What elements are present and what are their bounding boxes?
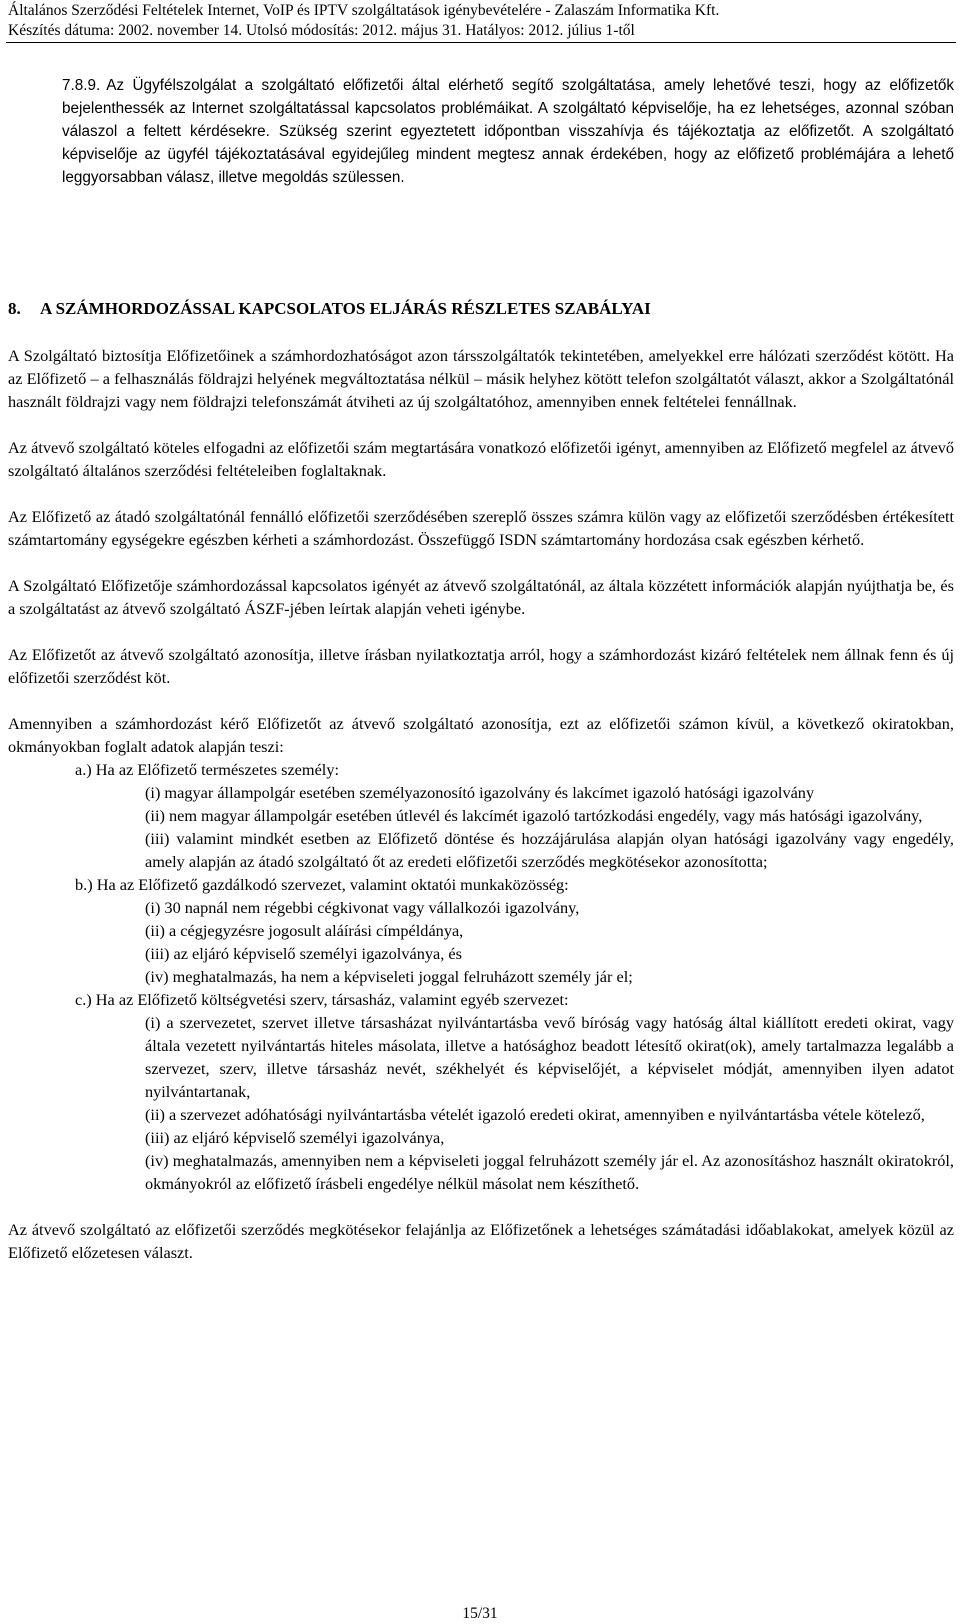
list-item: (iii) az eljáró képviselő személyi igazolványa, és	[145, 944, 462, 963]
paragraph: Az átvevő szolgáltató az előfizetői szerződés megkötésekor felajánlja az Előfizetőnek a lehetséges számátadási időablakokat, amelyek közül az Előfizető előzetesen választ.	[8, 1220, 954, 1262]
paragraph: A Szolgáltató biztosítja Előfizetőinek a számhordozhatóságot azon társszolgáltatók tekintetében, amelyekkel erre hálózati szerződést kötött. Ha az Előfizető – a felhasználás földrajzi helyének megváltoztatása nélkül – másik helyhez kötött telefon szolgáltatót választ, akkor a Szolgáltatónál használt földrajzi vagy nem földrajzi telefonszámát átviheti az új szolgáltatóhoz, amennyiben ennek feltételei fennállnak.	[8, 346, 954, 411]
list-item: (i) magyar állampolgár esetében személyazonosító igazolvány és lakcímet igazoló hatósági igazolvány	[145, 783, 815, 802]
list-group-label: a.) Ha az Előfizető természetes személy:	[75, 760, 339, 779]
section-8-heading	[8, 298, 651, 320]
list-item: (iii) az eljáró képviselő személyi igazolványa,	[145, 1128, 445, 1147]
section-title: A SZÁMHORDOZÁSSAL KAPCSOLATOS ELJÁRÁS RÉSZLETES SZABÁLYAI	[40, 299, 651, 318]
header-title: Általános Szerződési Feltételek Internet, VoIP és IPTV szolgáltatások igénybevételére - Zalaszám Informatika Kft.	[8, 2, 720, 19]
header-dates: Készítés dátuma: 2002. november 14. Utolsó módosítás: 2012. május 31. Hatályos: 2012. július 1-től	[8, 22, 635, 39]
section-7-8-9	[62, 74, 954, 189]
list-group-label: b.) Ha az Előfizető gazdálkodó szervezet, valamint oktatói munkaközösség:	[75, 875, 569, 894]
page-number: 15/31	[462, 1605, 498, 1622]
list-item: (ii) a cégjegyzésre jogosult aláírási címpéldánya,	[145, 921, 464, 940]
list-item: (iv) meghatalmazás, ha nem a képviseleti joggal felruházott személy jár el;	[145, 967, 633, 986]
section-number: 8.	[8, 299, 21, 318]
list-item: (ii) nem magyar állampolgár esetében útlevél és lakcímét igazoló tartózkodási engedély, vagy más hatósági igazolvány,	[145, 806, 923, 825]
list-item: (i) a szervezetet, szervet illetve társasházat nyilvántartásba vevő bíróság vagy hatóság által kiállított eredeti okirat, vagy általa vezetett nyilvántartás hiteles másolata, illetve a hatósághoz beadott létesítő okirat(ok), amely tartalmazza legalább a szervezet, szerv, illetve társasház nevét, székhelyét és képviselőjét, a képviselet módját, amennyiben ilyen adatot nyilvántartanak,	[145, 1013, 954, 1101]
paragraph: Az átvevő szolgáltató köteles elfogadni az előfizetői szám megtartására vonatkozó előfizetői igényt, amennyiben az Előfizető megfelel az átvevő szolgáltató általános szerződési feltételeiben foglaltaknak.	[8, 438, 954, 480]
list-item: (ii) a szervezet adóhatósági nyilvántartásba vételét igazoló eredeti okirat, amennyiben e nyilvántartásba vétele kötelező,	[145, 1105, 925, 1124]
paragraph: Amennyiben a számhordozást kérő Előfizetőt az átvevő szolgáltató azonosítja, ezt az előfizetői számon kívül, a következő okiratokban, okmányokban foglalt adatok alapján teszi:	[8, 714, 954, 756]
page-header	[8, 1, 958, 41]
paragraph: Az Előfizetőt az átvevő szolgáltató azonosítja, illetve írásban nyilatkoztatja arról, hogy a számhordozást kizáró feltételek nem állnak fenn és új előfizetői szerződést köt.	[8, 645, 954, 687]
list-item: (iii) valamint mindkét esetben az Előfizető döntése és hozzájárulása alapján olyan hatósági igazolvány vagy engedély, amely alapján az átadó szolgáltató őt az eredeti előfizetői szerződés megkötésekor azonosította;	[145, 829, 954, 871]
section-number: 7.8.9.	[62, 77, 101, 94]
section-text: Az Ügyfélszolgálat a szolgáltató előfizetői által elérhető segítő szolgáltatása, amely lehetővé teszi, hogy az előfizetők bejelenthessék az Internet szolgáltatással kapcsolatos problémáikat. A szolgáltató képviselője, ha ez lehetséges, azonnal szóban válaszol a feltett kérdésekre. Szükség szerint egyeztetett időpontban visszahívja és tájékoztatja az előfizetőt. A szolgáltató képviselője az ügyfél tájékoztatásával egyidejűleg mindent megtesz annak érdekében, hogy az előfizető problémájára a lehető leggyorsabban válasz, illetve megoldás szülessen.	[62, 77, 954, 186]
id-requirements-list	[8, 758, 954, 1195]
header-rule	[6, 42, 956, 43]
spacer	[8, 1195, 954, 1218]
list-item: (iv) meghatalmazás, amennyiben nem a képviseleti joggal felruházott személy jár el. Az azonosításhoz használt okiratokról, okmányokról az előfizető írásbeli engedélye nélkül másolat nem készíthető.	[145, 1151, 954, 1193]
list-item: (i) 30 napnál nem régebbi cégkivonat vagy vállalkozói igazolvány,	[145, 898, 580, 917]
list-group-label: c.) Ha az Előfizető költségvetési szerv, társasház, valamint egyéb szervezet:	[75, 990, 569, 1009]
paragraph: Az Előfizető az átadó szolgáltatónál fennálló előfizetői szerződésében szereplő összes számra külön vagy az előfizetői szerződésben értékesített számtartomány egységekre egészben kérheti a számhordozást. Összefüggő ISDN számtartomány hordozása csak egészben kérhető.	[8, 507, 954, 549]
section-8-body	[8, 344, 954, 1287]
paragraph: A Szolgáltató Előfizetője számhordozással kapcsolatos igényét az átvevő szolgáltatónál, az általa közzétett információk alapján nyújthatja be, és a szolgáltatást az átvevő szolgáltató ÁSZF-jében leírtak alapján veheti igénybe.	[8, 576, 954, 618]
